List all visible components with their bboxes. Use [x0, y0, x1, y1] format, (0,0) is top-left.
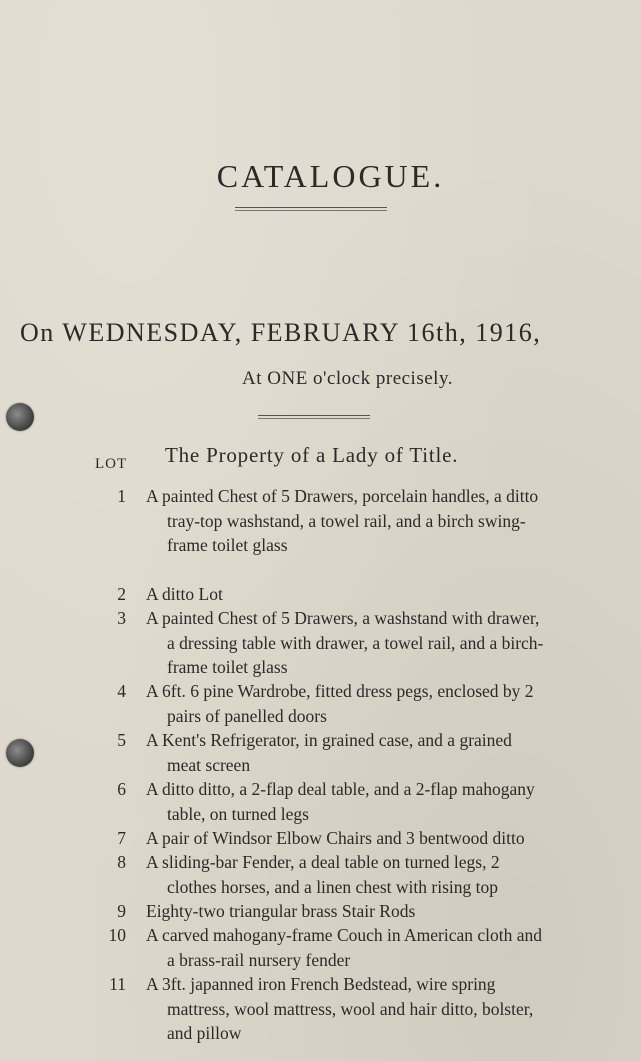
- lot-number: 7: [117, 828, 126, 848]
- lot-item: [0, 923, 641, 972]
- lot-number: 1: [117, 486, 126, 506]
- title-divider: [235, 207, 387, 211]
- lot-description: A Kent's Refrigerator, in grained case, and a grained meat screen: [146, 730, 512, 775]
- lot-item: [0, 826, 641, 850]
- lot-description: A painted Chest of 5 Drawers, a washstand with drawer, a dressing table with drawer, a towel rail, and a birch-frame toilet glass: [146, 608, 544, 677]
- time-divider: [258, 415, 370, 419]
- sale-date: On WEDNESDAY, FEBRUARY 16th, 1916,: [20, 318, 542, 347]
- lot-column-header: LOT: [95, 456, 128, 472]
- lot-item: [0, 777, 641, 826]
- lot-item: [0, 972, 641, 1043]
- property-heading: The Property of a Lady of Title.: [165, 443, 459, 467]
- lot-item: [0, 606, 641, 679]
- lot-description: A 6ft. 6 pine Wardrobe, fitted dress pegs, enclosed by 2 pairs of panelled doors: [146, 681, 534, 726]
- lot-description: A 3ft. japanned iron French Bedstead, wire spring mattress, wool mattress, wool and hair ditto, bolster, and pillow: [146, 974, 534, 1043]
- lot-item: [0, 582, 641, 606]
- lot-description: A carved mahogany-frame Couch in American cloth and a brass-rail nursery fender: [146, 925, 543, 970]
- lot-item: [0, 899, 641, 923]
- lot-number: 2: [117, 584, 126, 604]
- lot-description: Eighty-two triangular brass Stair Rods: [146, 901, 416, 921]
- sale-time: At ONE o'clock precisely.: [242, 368, 453, 389]
- lot-description: A sliding-bar Fender, a deal table on turned legs, 2 clothes horses, and a linen chest with rising top: [146, 852, 500, 897]
- lot-description: A painted Chest of 5 Drawers, porcelain handles, a ditto tray-top washstand, a towel rail, and a birch swing-frame toilet glass: [146, 486, 539, 555]
- lot-item: [0, 484, 641, 582]
- lot-item: [0, 679, 641, 728]
- lot-number: 8: [117, 852, 126, 872]
- lot-item: [0, 728, 641, 777]
- lot-description: A ditto ditto, a 2-flap deal table, and a 2-flap mahogany table, on turned legs: [146, 779, 535, 824]
- lot-number: 6: [117, 779, 126, 799]
- lot-item: [0, 850, 641, 899]
- lot-number: 4: [117, 681, 126, 701]
- catalogue-title: CATALOGUE.: [216, 158, 445, 194]
- lot-description: A pair of Windsor Elbow Chairs and 3 bentwood ditto: [146, 828, 525, 848]
- lot-number: 9: [117, 901, 126, 921]
- binding-hole-icon: [6, 403, 34, 431]
- lot-list: [0, 484, 641, 1043]
- lot-number: 3: [117, 608, 126, 628]
- lot-number: 11: [109, 974, 126, 994]
- lot-number: 5: [117, 730, 126, 750]
- lot-description: A ditto Lot: [146, 584, 223, 604]
- lot-number: 10: [108, 925, 126, 945]
